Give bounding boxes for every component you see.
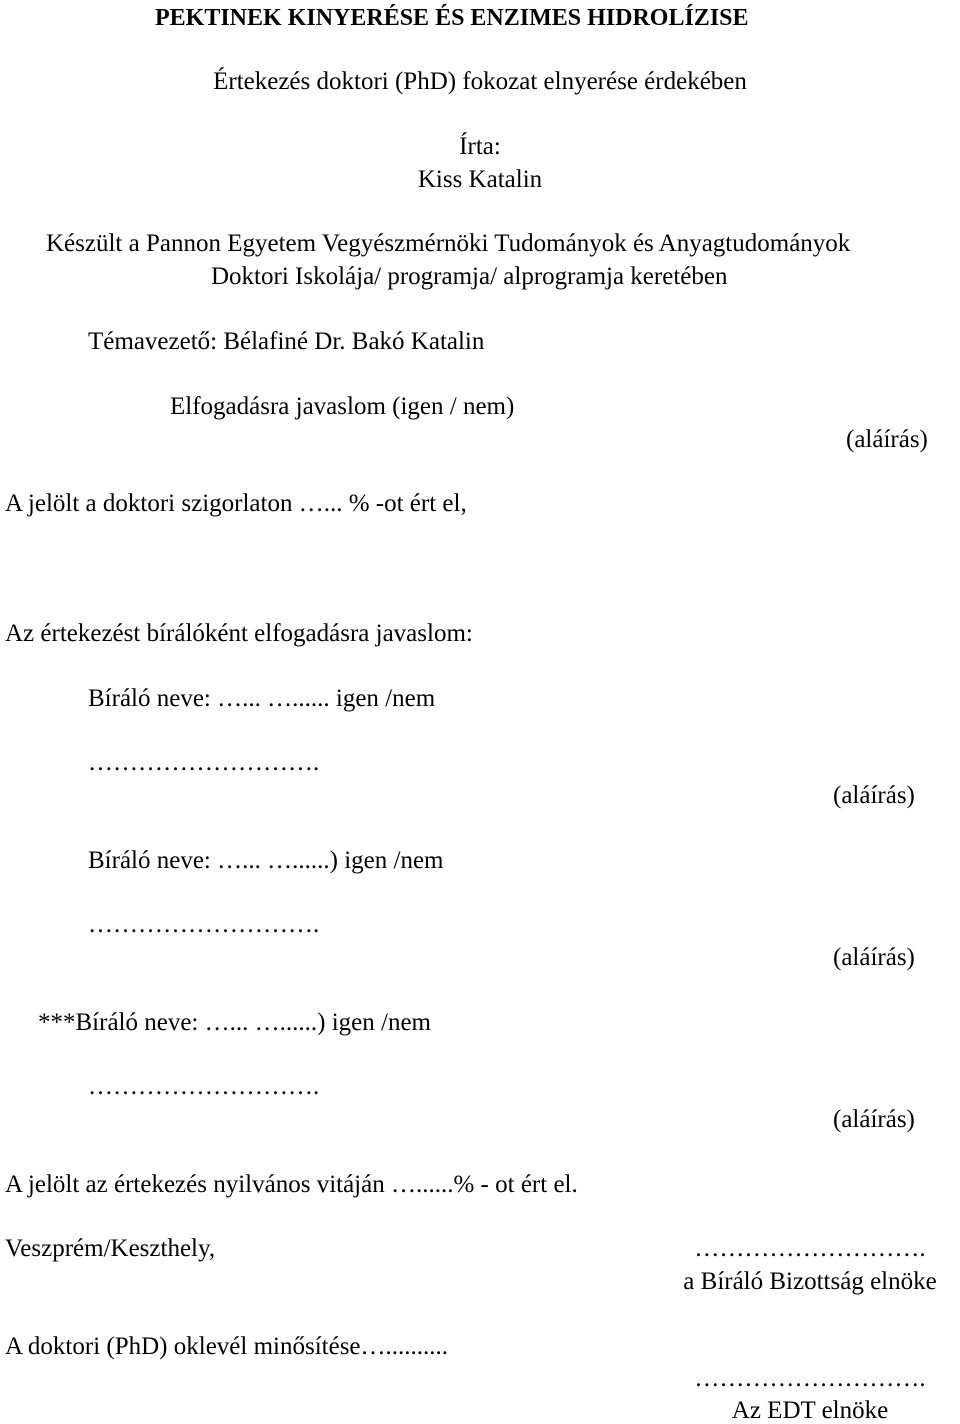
reviewer-3-name-line: ***Bíráló neve: …... …......) igen /nem [38,1009,431,1036]
school-line-1: Készült a Pannon Egyetem Vegyészmérnöki Tudományok és Anyagtudományok [46,230,851,257]
supervisor-recommendation: Elfogadásra javaslom (igen / nem) [170,393,515,420]
committee-chair-role: a Bíráló Bizottság elnöke [683,1268,937,1295]
exam-result-line: A jelölt a doktori szigorlaton …... % -ot ért el, [5,490,467,517]
qualification-line: A doktori (PhD) oklevél minősítése….......... [5,1333,449,1360]
reviewer-1-name-line: Bíráló neve: …... …...... igen /nem [88,685,436,712]
edt-signature-dots: ………………………. [694,1365,926,1392]
reviewer-3-signature-dots: ………………………. [88,1073,320,1100]
author-label: Írta: [459,133,501,160]
defense-result-line: A jelölt az értekezés nyilvános vitáján …......% - ot ért el. [5,1171,578,1198]
reviewer-1-signature-dots: ………………………. [88,749,320,776]
reviewer-2-name-line: Bíráló neve: …... …......) igen /nem [88,847,444,874]
edt-chair-role: Az EDT elnöke [731,1397,889,1424]
reviewer-3-signature: (aláírás) [833,1106,915,1133]
reviewer-2-signature-dots: ………………………. [88,911,320,938]
reviewers-intro: Az értekezést bírálóként elfogadásra javaslom: [5,620,473,647]
document-subtitle: Értekezés doktori (PhD) fokozat elnyerése érdekében [213,68,747,95]
supervisor-signature: (aláírás) [846,426,928,453]
school-line-2: Doktori Iskolája/ programja/ alprogramja keretében [211,263,728,290]
committee-signature-dots: ………………………. [694,1235,926,1262]
author-name: Kiss Katalin [417,166,543,193]
committee-place: Veszprém/Keszthely, [5,1235,216,1262]
reviewer-2-signature: (aláírás) [833,944,915,971]
document-title: PEKTINEK KINYERÉSE ÉS ENZIMES HIDROLÍZISE [155,5,749,31]
reviewer-1-signature: (aláírás) [833,782,915,809]
supervisor-line: Témavezető: Bélafiné Dr. Bakó Katalin [88,328,485,355]
